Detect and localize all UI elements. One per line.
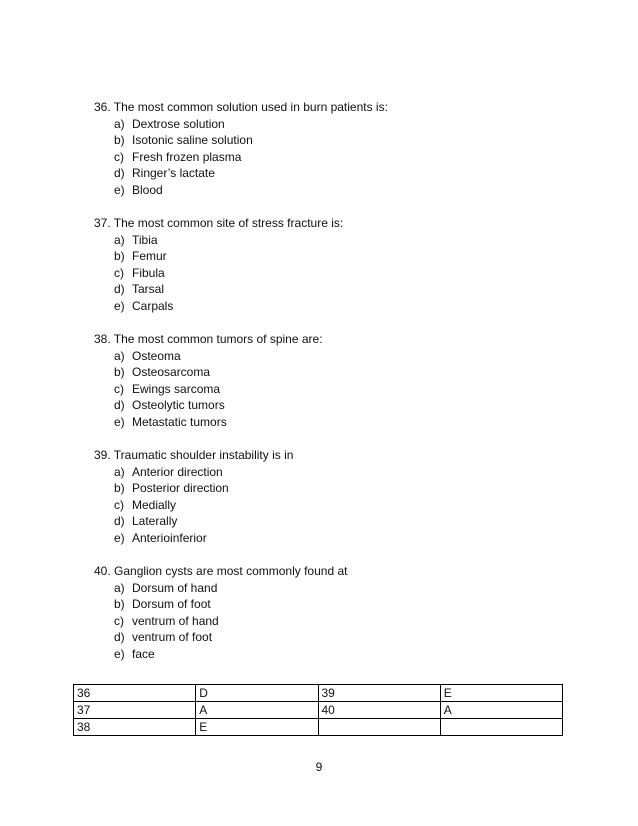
option-letter: d) — [114, 282, 125, 296]
option-text: Laterally — [132, 514, 178, 528]
option-text: Blood — [132, 182, 163, 197]
option-text: Femur — [132, 249, 167, 263]
option-e — [94, 530, 564, 547]
option-letter: c) — [114, 497, 124, 512]
option-text: Tarsal — [132, 282, 165, 296]
option-text: Isotonic saline solution — [132, 133, 253, 147]
option-letter: e) — [114, 530, 125, 545]
option-b — [94, 596, 564, 613]
option-letter: e) — [114, 298, 125, 313]
page-number: 9 — [315, 760, 323, 774]
option-letter: d) — [114, 398, 125, 412]
option-text: Fresh frozen plasma — [132, 149, 242, 164]
option-d — [94, 397, 564, 414]
option-letter: c) — [114, 265, 124, 280]
question-36 — [94, 99, 564, 198]
option-c — [94, 613, 564, 630]
option-text: Ewings sarcoma — [132, 381, 221, 396]
option-c — [94, 381, 564, 398]
option-a — [94, 116, 564, 133]
option-a — [94, 348, 564, 365]
option-text: Fibula — [132, 265, 165, 280]
option-a — [94, 232, 564, 249]
option-text: Medially — [132, 497, 177, 512]
option-letter: a) — [114, 464, 125, 479]
option-text: ventrum of hand — [132, 613, 219, 628]
table-cell: 36 — [74, 685, 196, 702]
option-letter: d) — [114, 514, 125, 528]
table-row — [74, 702, 563, 719]
option-letter: d) — [114, 630, 125, 644]
question-39 — [94, 447, 564, 546]
option-letter: b) — [114, 481, 125, 495]
option-d — [94, 281, 564, 298]
option-a — [94, 464, 564, 481]
option-b — [94, 364, 564, 381]
option-text: Carpals — [132, 298, 174, 313]
table-cell: 37 — [74, 702, 196, 719]
table-row — [74, 719, 563, 736]
table-cell: E — [440, 685, 562, 702]
option-text: Anterioinferior — [132, 530, 207, 545]
option-c — [94, 265, 564, 282]
table-cell: A — [440, 702, 562, 719]
answer-key-table — [73, 684, 563, 736]
option-text: Osteosarcoma — [132, 365, 211, 379]
option-text: Ringer’s lactate — [132, 166, 215, 180]
question-text: 36. The most common solution used in burn patients is: — [94, 100, 388, 114]
option-letter: c) — [114, 149, 124, 164]
question-list — [94, 99, 564, 679]
option-letter: e) — [114, 646, 125, 661]
option-e — [94, 414, 564, 431]
option-letter: d) — [114, 166, 125, 180]
question-38 — [94, 331, 564, 430]
table-cell: D — [196, 685, 318, 702]
question-text: 37. The most common site of stress fracture is: — [94, 216, 344, 230]
option-letter: a) — [114, 348, 125, 363]
table-cell: 39 — [318, 685, 440, 702]
table-cell: A — [196, 702, 318, 719]
option-text: Tibia — [132, 232, 158, 247]
option-letter: c) — [114, 381, 124, 396]
option-letter: b) — [114, 249, 125, 263]
question-40 — [94, 563, 564, 662]
option-letter: a) — [114, 580, 125, 595]
question-37 — [94, 215, 564, 314]
option-text: ventrum of foot — [132, 630, 213, 644]
option-e — [94, 646, 564, 663]
question-text: 39. Traumatic shoulder instability is in — [94, 448, 294, 462]
option-d — [94, 513, 564, 530]
option-b — [94, 248, 564, 265]
option-e — [94, 182, 564, 199]
option-e — [94, 298, 564, 315]
option-text: Posterior direction — [132, 481, 229, 495]
option-letter: c) — [114, 613, 124, 628]
option-letter: b) — [114, 133, 125, 147]
option-b — [94, 480, 564, 497]
table-cell: E — [196, 719, 318, 736]
option-letter: e) — [114, 414, 125, 429]
option-letter: b) — [114, 597, 125, 611]
option-text: Dextrose solution — [132, 116, 225, 131]
option-d — [94, 165, 564, 182]
option-letter: a) — [114, 232, 125, 247]
option-c — [94, 149, 564, 166]
option-b — [94, 132, 564, 149]
table-cell — [440, 719, 562, 736]
option-letter: e) — [114, 182, 125, 197]
table-cell: 38 — [74, 719, 196, 736]
question-text: 40. Ganglion cysts are most commonly found at — [94, 564, 348, 578]
option-text: Dorsum of hand — [132, 580, 218, 595]
table-cell: 40 — [318, 702, 440, 719]
option-text: Metastatic tumors — [132, 414, 227, 429]
option-letter: a) — [114, 116, 125, 131]
question-text: 38. The most common tumors of spine are: — [94, 332, 323, 346]
option-c — [94, 497, 564, 514]
option-text: face — [132, 646, 155, 661]
table-row — [74, 685, 563, 702]
option-letter: b) — [114, 365, 125, 379]
table-cell — [318, 719, 440, 736]
option-text: Osteoma — [132, 348, 181, 363]
option-text: Dorsum of foot — [132, 597, 211, 611]
option-a — [94, 580, 564, 597]
option-text: Osteolytic tumors — [132, 398, 225, 412]
option-text: Anterior direction — [132, 464, 223, 479]
option-d — [94, 629, 564, 646]
